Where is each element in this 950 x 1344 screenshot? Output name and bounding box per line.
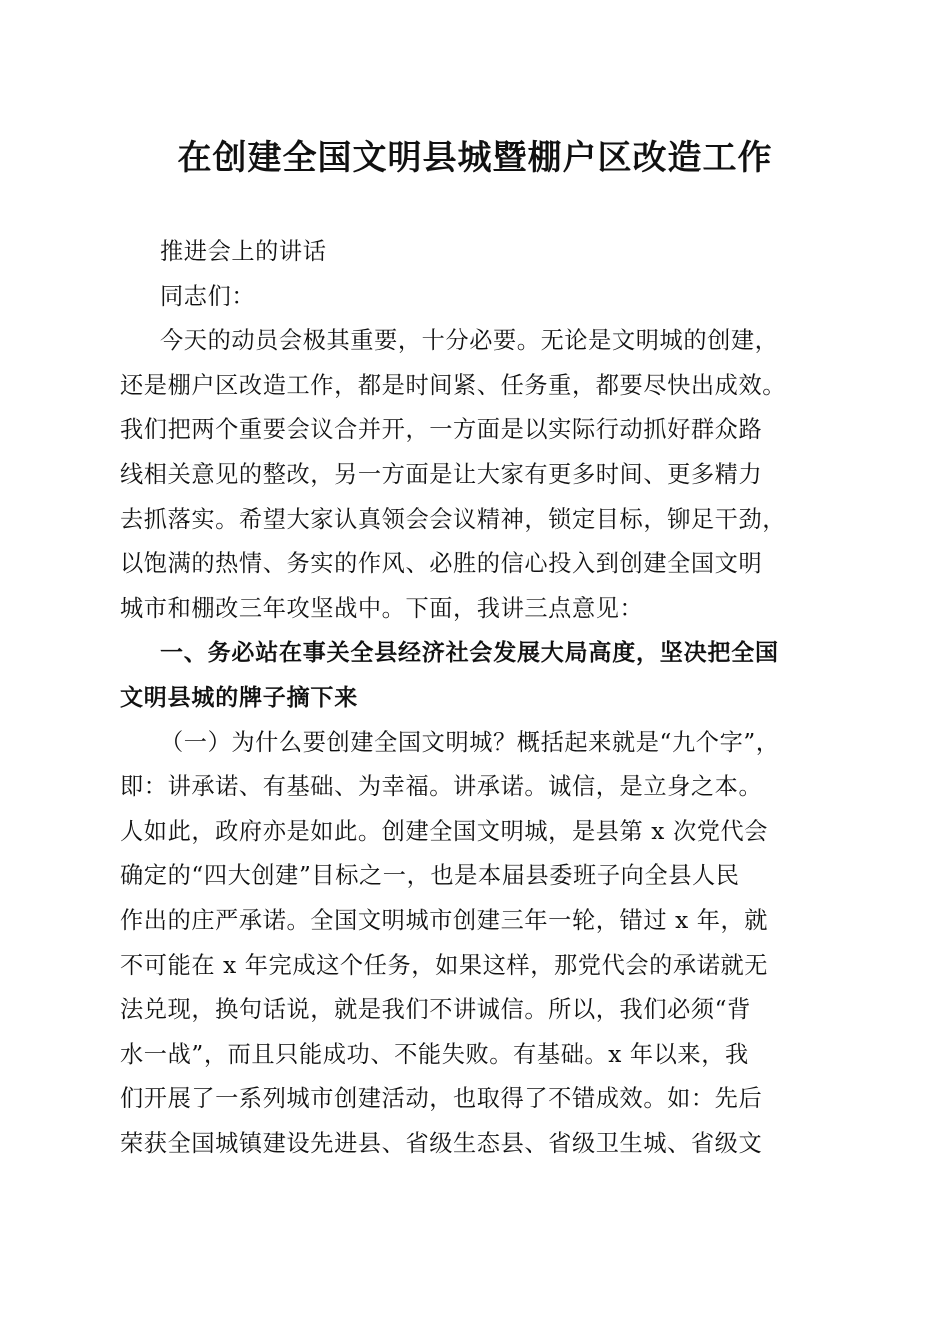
section-heading: 一、务必站在事关全县经济社会发展大局高度，坚决把全国 — [160, 640, 779, 667]
paragraph-line: 法兑现，换句话说，就是我们不讲诚信。所以，我们必须“背 — [120, 996, 751, 1024]
paragraph-line: 即：讲承诺、有基础、为幸福。讲承诺。诚信，是立身之本。 — [120, 773, 763, 801]
subtitle-line: 推进会上的讲话 — [160, 238, 327, 265]
paragraph-line: 今天的动员会极其重要，十分必要。无论是文明城的创建， — [160, 327, 779, 355]
paragraph-line: 城市和棚改三年攻坚战中。下面，我讲三点意见： — [120, 594, 644, 622]
paragraph-line: 水一战”，而且只能成功、不能失败。有基础。x 年以来，我 — [120, 1040, 749, 1068]
paragraph-line: 还是棚户区改造工作，都是时间紧、任务重，都要尽快出成效。 — [120, 371, 787, 399]
paragraph-line: 荣获全国城镇建设先进县、省级生态县、省级卫生城、省级文 — [120, 1129, 763, 1157]
paragraph-line: 们开展了一系列城市创建活动，也取得了不错成效。如：先后 — [120, 1085, 763, 1113]
paragraph-line: 我们把两个重要会议合并开，一方面是以实际行动抓好群众路 — [120, 416, 763, 444]
paragraph-line: 去抓落实。希望大家认真领会会议精神，锁定目标，铆足干劲， — [120, 505, 787, 533]
section-heading-continued: 文明县城的牌子摘下来 — [120, 684, 358, 711]
paragraph-line: 人如此，政府亦是如此。创建全国文明城，是县第 x 次党代会 — [120, 817, 769, 845]
paragraph-line: 确定的“四大创建”目标之一，也是本届县委班子向全县人民 — [120, 862, 740, 890]
document-title: 在创建全国文明县城暨棚户区改造工作 — [177, 138, 773, 178]
paragraph-line: （一）为什么要创建全国文明城？概括起来就是“九个字”， — [160, 728, 780, 756]
paragraph-line: 作出的庄严承诺。全国文明城市创建三年一轮，错过 x 年，就 — [120, 906, 769, 934]
salutation: 同志们： — [160, 282, 256, 310]
document-body — [120, 230, 836, 1166]
paragraph-line: 以饱满的热情、务实的作风、必胜的信心投入到创建全国文明 — [120, 550, 763, 578]
paragraph-line: 不可能在 x 年完成这个任务，如果这样，那党代会的承诺就无 — [120, 951, 769, 979]
paragraph-line: 线相关意见的整改，另一方面是让大家有更多时间、更多精力 — [120, 460, 763, 488]
